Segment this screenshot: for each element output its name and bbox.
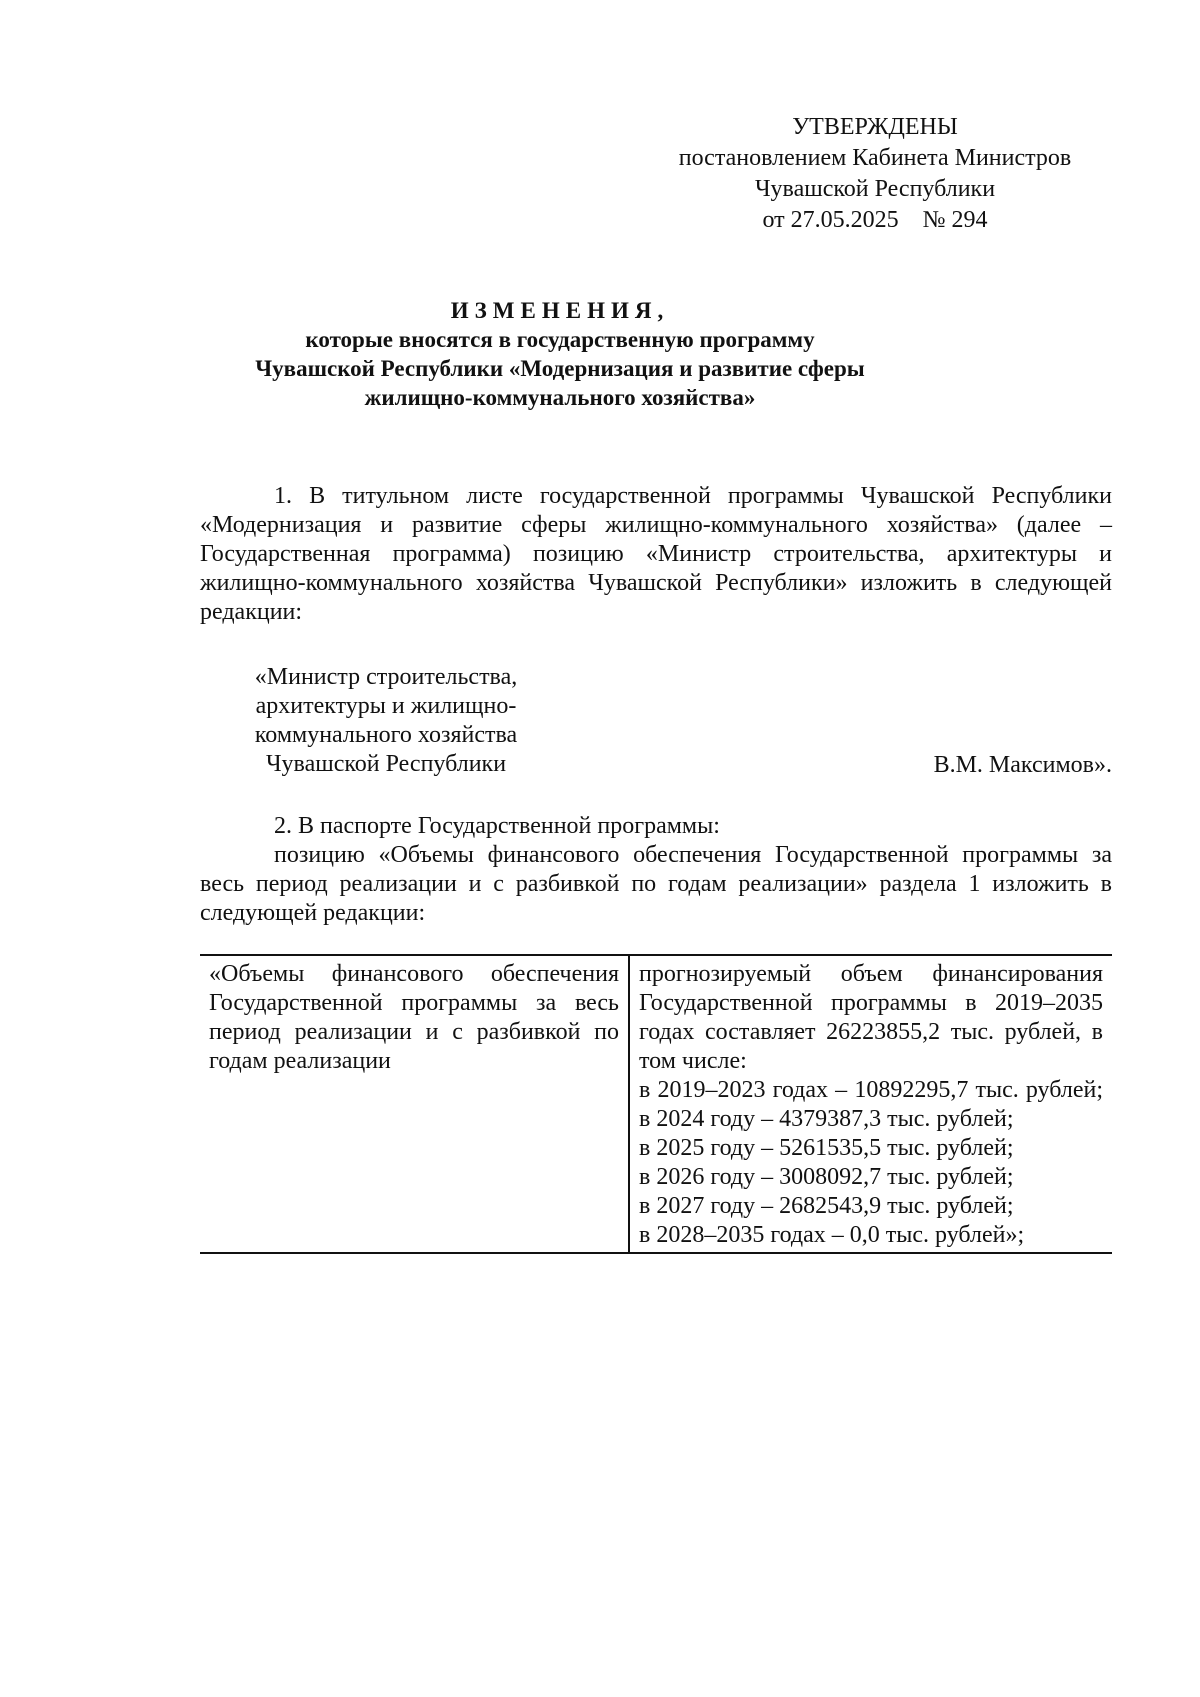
financing-2028-2035: в 2028–2035 годах – 0,0 тыс. рублей»; [639, 1222, 1025, 1248]
table-cell-value [629, 955, 1112, 1253]
title-main: ИЗМЕНЕНИЯ, [450, 298, 670, 323]
financing-2026: в 2026 году – 3008092,7 тыс. рублей; [639, 1164, 1014, 1190]
title-line-3: Чувашской Республики «Модернизация и развитие сферы [255, 356, 865, 381]
paragraph-1: 1. В титульном листе государственной программы Чувашской Республики «Модернизация и развитие сферы жилищно-коммунального хозяйства» (далее – Государственная программа) позицию «Министр строительства, архитектуры и жилищно-коммунального хозяйства Чувашской Республики» изложить в следующей редакции: [200, 483, 1112, 625]
financing-table [200, 954, 1112, 1254]
title-line-2: которые вносятся в государственную программу [305, 327, 815, 352]
paragraph-2: 2. В паспорте Государственной программы: [274, 813, 720, 839]
table-row [200, 955, 1112, 1253]
signature-position [236, 663, 536, 779]
approval-heading: УТВЕРЖДЕНЫ [792, 114, 958, 140]
table-cell-label: «Объемы финансового обеспечения Государственной программы за весь период реализации и с разбивкой по годам реализации [200, 955, 629, 1253]
financing-2019-2023: в 2019–2023 годах – 10892295,7 тыс. рублей; [639, 1077, 1103, 1103]
financing-intro: прогнозируемый объем финансирования Государственной программы в 2019–2035 годах составляет 26223855,2 тыс. рублей, в том числе: [639, 961, 1103, 1074]
approval-resolution: постановлением Кабинета Министров [678, 145, 1072, 171]
signature-line-1: «Министр строительства, [254, 664, 518, 690]
paragraph-3: позицию «Объемы финансового обеспечения Государственной программы за весь период реализации и с разбивкой по годам реализации» раздела 1 изложить в следующей редакции: [200, 842, 1112, 926]
signature-line-2: архитектуры и жилищно- [255, 693, 517, 719]
financing-2027: в 2027 году – 2682543,9 тыс. рублей; [639, 1193, 1014, 1219]
signature-line-3: коммунального хозяйства [254, 722, 518, 748]
document-title [200, 296, 920, 412]
financing-2025: в 2025 году – 5261535,5 тыс. рублей; [639, 1135, 1014, 1161]
financing-2024: в 2024 году – 4379387,3 тыс. рублей; [639, 1106, 1014, 1132]
approval-stamp [640, 112, 1110, 236]
approval-date-number: от 27.05.2025 № 294 [762, 207, 988, 233]
signature-line-4: Чувашской Республики [265, 751, 507, 777]
title-line-4: жилищно-коммунального хозяйства» [364, 385, 756, 410]
signature-name: В.М. Максимов». [933, 752, 1112, 778]
approval-republic: Чувашской Республики [754, 176, 996, 202]
